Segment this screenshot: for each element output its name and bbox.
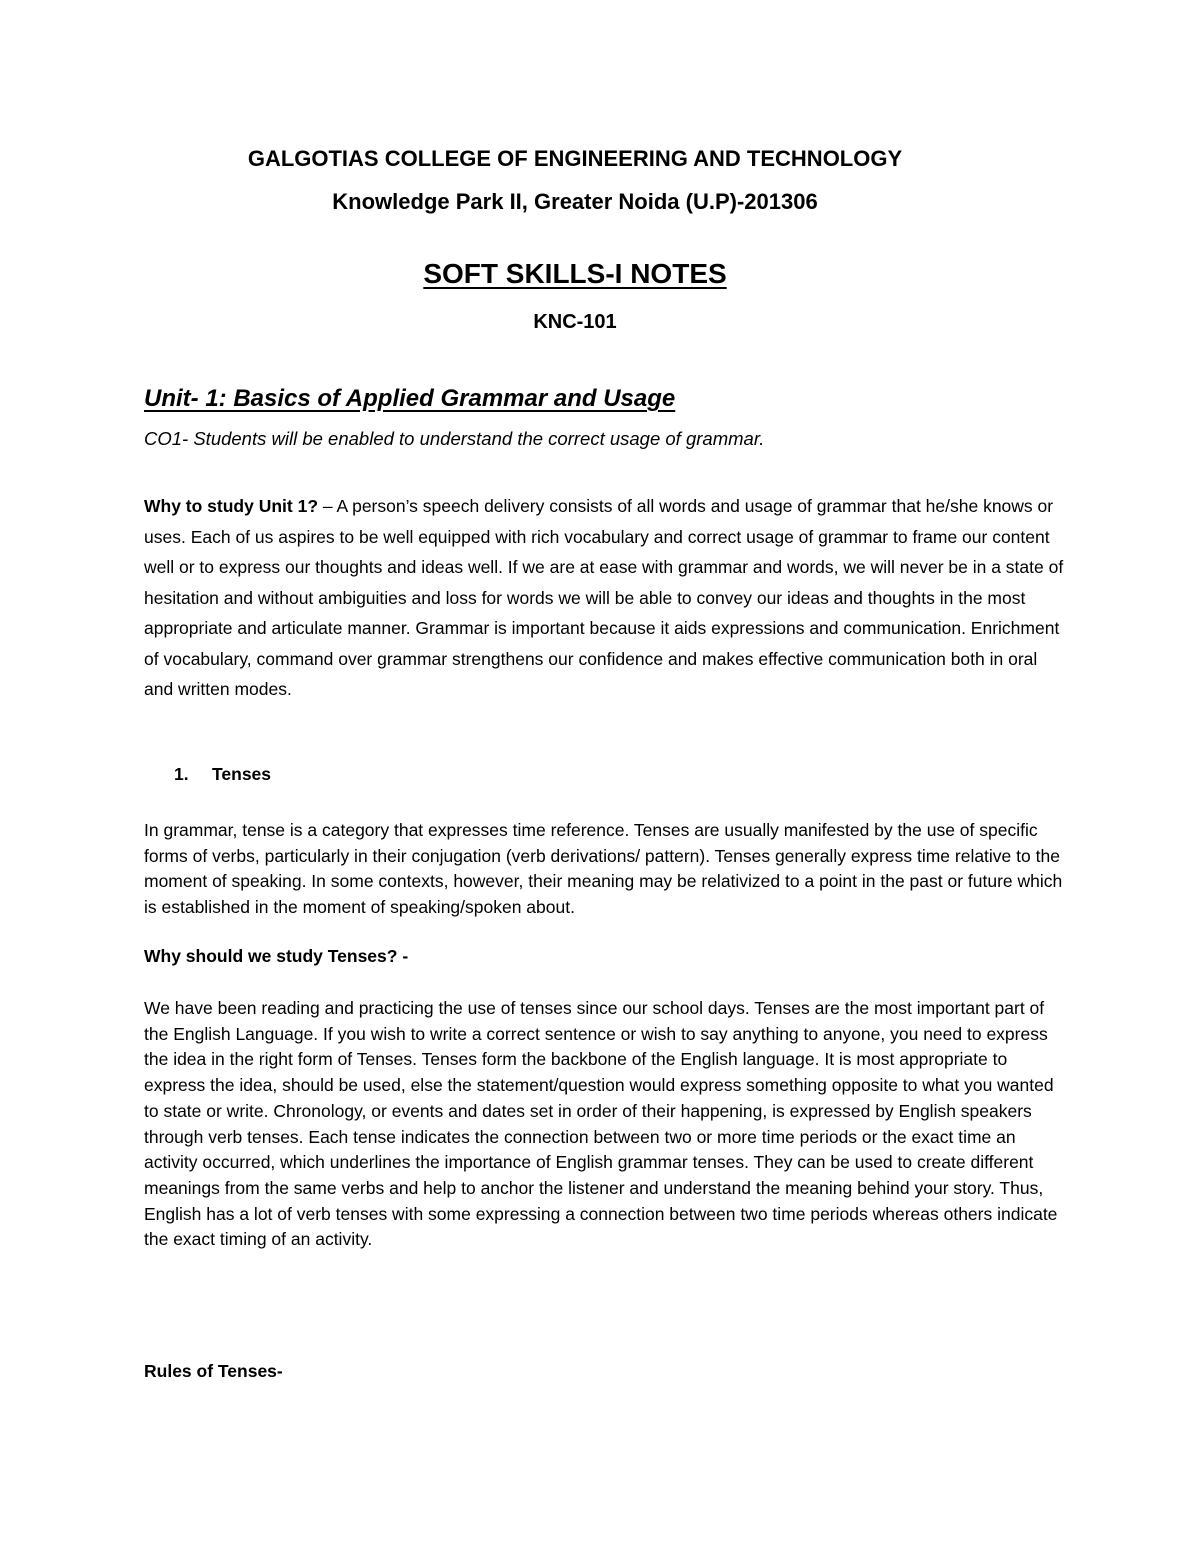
course-code: KNC-101 xyxy=(533,311,617,333)
course-outcome: CO1- Students will be enabled to understand the correct usage of grammar. xyxy=(144,428,765,449)
college-address: Knowledge Park II, Greater Noida (U.P)-201306 xyxy=(332,189,818,214)
college-name: GALGOTIAS COLLEGE OF ENGINEERING AND TECHNOLOGY xyxy=(247,146,903,171)
why-study-text: – A person’s speech delivery consists of all words and usage of grammar that he/she knows or uses. Each of us aspires to be well equipped with rich vocabulary and correct usage of grammar to frame our content well or to express our thoughts and ideas well. If we are at ease with grammar and words, we will never be in a state of hesitation and without ambiguities and loss for words we will be able to convey our ideas and thoughts in the most appropriate and articulate manner. Grammar is important because it aids expressions and communication. Enrichment of vocabulary, command over grammar strengthens our confidence and makes effective communication both in oral and written modes. xyxy=(144,496,1064,699)
tenses-heading: Tenses xyxy=(212,764,272,784)
why-tenses-paragraph: We have been reading and practicing the use of tenses since our school days. Tenses are the most important part of the English Language. If you wish to write a correct sentence or wish to say anything to anyone, you need to express the idea in the right form of Tenses. Tenses form the backbone of the English language. It is most appropriate to express the idea, should be used, else the statement/question would express something opposite to what you wanted to state or write. Chronology, or events and dates set in order of their happening, is expressed by English speakers through verb tenses. Each tense indicates the connection between two or more time periods or the exact time an activity occurred, which underlines the importance of English grammar tenses. They can be used to create different meanings from the same verbs and help to anchor the listener and understand the meaning behind your story. Thus, English has a lot of verb tenses with some expressing a connection between two time periods whereas others indicate the exact timing of an activity. xyxy=(144,998,1058,1250)
list-number: 1. xyxy=(174,764,189,784)
unit-title: Unit- 1: Basics of Applied Grammar and Usage xyxy=(144,385,676,412)
rules-heading: Rules of Tenses- xyxy=(144,1361,283,1381)
tenses-intro-paragraph: In grammar, tense is a category that expresses time reference. Tenses are usually manifested by the use of specific forms of verbs, particularly in their conjugation (verb derivations/ pattern). Tenses generally express time relative to the moment of speaking. In some contexts, however, their meaning may be relativized to a point in the past or future which is established in the moment of speaking/spoken about. xyxy=(144,820,1063,918)
why-study-paragraph xyxy=(144,491,1064,705)
why-study-label: Why to study Unit 1? xyxy=(144,496,319,516)
why-tenses-heading: Why should we study Tenses? - xyxy=(144,946,409,966)
document-title: SOFT SKILLS-I NOTES xyxy=(423,258,727,289)
tenses-list-item xyxy=(174,764,271,785)
